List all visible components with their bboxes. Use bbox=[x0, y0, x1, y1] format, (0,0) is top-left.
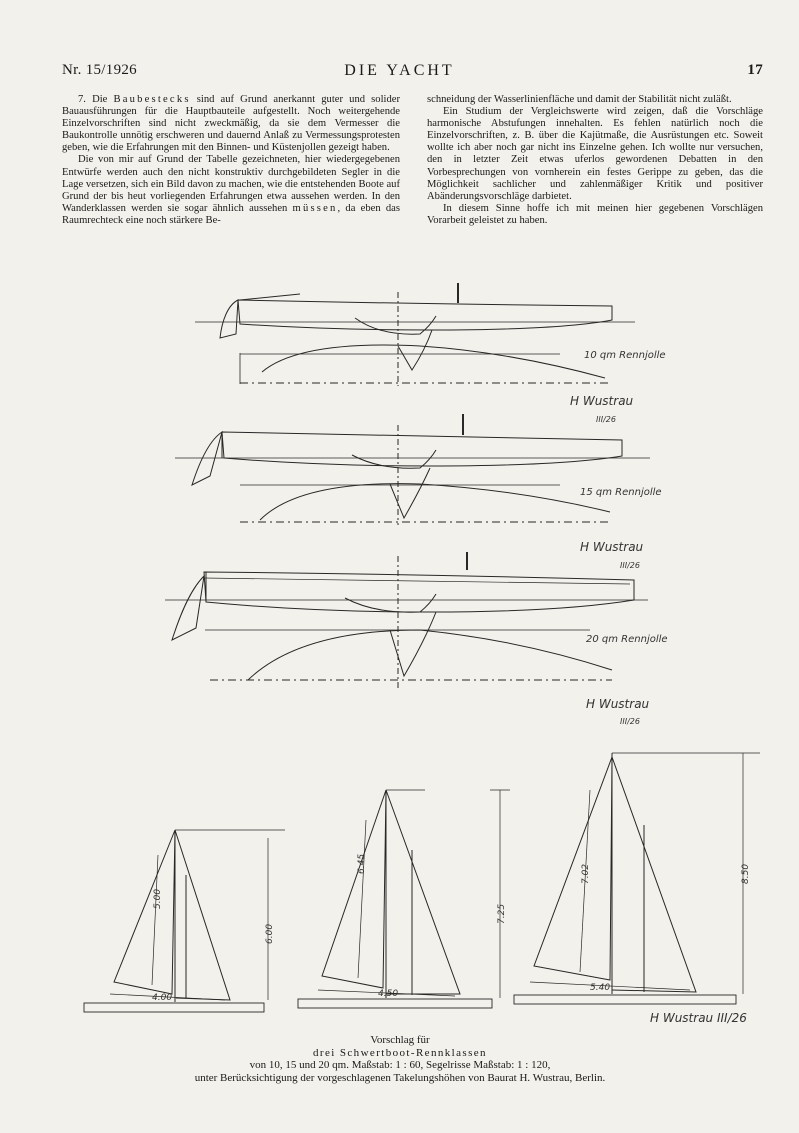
sail-dim-height-3: 8.50 bbox=[741, 863, 751, 884]
sail-dim-foot-2: 4.50 bbox=[378, 989, 399, 999]
signature-1: H Wustrau bbox=[570, 394, 634, 408]
spaced-term: müssen bbox=[292, 202, 338, 214]
caption-spaced: drei Schwertboot-Rennklassen bbox=[313, 1046, 487, 1059]
spaced-term: Baubestecks bbox=[113, 94, 191, 105]
paragraph-text: sind auf Grund anerkannt guter und solider Bauausführungen für die Hauptbauteile aufgestellt. Noch weitergehende Einzelvorschriften sind nicht zweckmäßig, da sie dem Vermesser die Baukontrolle unnötig erschweren und dauernd Anlaß zu Vermessungsprotesten geben, wie die Erfahrungen mit den Binnen- und Küstenjollen gezeigt haben. bbox=[62, 94, 400, 154]
caption-text: von 10, 15 und 20 qm. Maßstab: 1 : 60, Segelrisse Maßstab: 1 : 120, bbox=[249, 1059, 551, 1072]
caption-line-2: unter Berücksichtigung der vorgeschlagenen Takelungshöhen von Baurat H. Wustrau, Berlin. bbox=[194, 1071, 606, 1084]
sail-plan-20qm bbox=[514, 753, 760, 1004]
issue-number: Nr. 15/1926 bbox=[62, 62, 137, 78]
sail-dim-luff-1: 5.00 bbox=[153, 888, 163, 909]
paragraph-text: Die von mir auf Grund der Tabelle gezeichneten, hier wiedergegebenen Entwürfe werden auch den nicht konstruktiv durchgebildeten Segler in die Lage versetzen, sich ein Bild davon zu machen, wie die entstehenden Boote auf Grund der bis heut vorliegenden Erfahrungen etwa aussehen werden. In den Wanderklassen werden sie sogar ähnlich aussehen bbox=[62, 154, 400, 214]
hull-drawing-10qm bbox=[195, 283, 635, 386]
signature-date-3: III/26 bbox=[620, 717, 640, 726]
paragraph-closing: In diesem Sinne hoffe ich mit meinen hier gegebenen Vorschlägen Vorarbeit geleistet zu haben. bbox=[427, 202, 763, 226]
sail-plan-10qm bbox=[84, 830, 285, 1012]
sail-dim-height-1: 6.00 bbox=[265, 923, 275, 944]
paragraph-continuation: schneidung der Wasserlinienfläche und damit der Stabilität nicht zuläßt. bbox=[427, 94, 732, 105]
journal-title: DIE YACHT bbox=[344, 62, 455, 79]
hull-label-10qm: 10 qm Rennjolle bbox=[584, 350, 666, 361]
signature-2: H Wustrau bbox=[580, 540, 644, 554]
hull-drawing-20qm bbox=[165, 552, 648, 690]
signature-date-1: III/26 bbox=[596, 415, 616, 424]
hull-label-15qm: 15 qm Rennjolle bbox=[580, 487, 662, 498]
paragraph-comparison: Ein Studium der Vergleichswerte wird zeigen, daß die Vorschläge harmonische Abstufungen innehalten. Es fehlen natürlich noch die Einzelvorschriften, z. B. über die Kajütmaße, die Ausrüstungen etc. Soweit wollte ich aber noch gar nicht ins Einzelne gehen. Ich wollte nur versuchen, den in letzter Zeit etwas uferlos gewordenen Debatten in den Vorbesprechungen von vornherein ein festes Gerippe zu geben, das die Möglichkeit sachlicher und zahlenmäßiger Kritik und positiver Abänderungsvorschläge darbietet. bbox=[427, 106, 763, 202]
sail-dim-luff-2: 6.45 bbox=[357, 853, 367, 874]
page-number: 17 bbox=[747, 62, 763, 78]
signature-date-2: III/26 bbox=[620, 561, 640, 570]
sail-plan-15qm bbox=[298, 790, 510, 1008]
caption-line-1 bbox=[40, 1034, 760, 1072]
sail-dim-luff-3: 7.02 bbox=[581, 863, 591, 884]
hull-drawing-15qm bbox=[175, 414, 650, 525]
sail-dim-foot-1: 4.00 bbox=[152, 993, 173, 1003]
caption-text: Vorschlag für bbox=[370, 1034, 430, 1046]
paragraph-tail: , da eben das Raumrechteck eine noch stärkere Be- bbox=[62, 202, 400, 226]
signature-3: H Wustrau bbox=[586, 697, 650, 711]
figure-caption bbox=[40, 1034, 760, 1084]
bottom-signature: H Wustrau III/26 bbox=[650, 1011, 747, 1025]
paragraph-lead: 7. Die bbox=[78, 94, 114, 105]
hull-label-20qm: 20 qm Rennjolle bbox=[586, 634, 668, 645]
sail-dim-foot-3: 5.40 bbox=[590, 983, 611, 993]
sail-dim-height-2: 7.25 bbox=[497, 903, 507, 924]
